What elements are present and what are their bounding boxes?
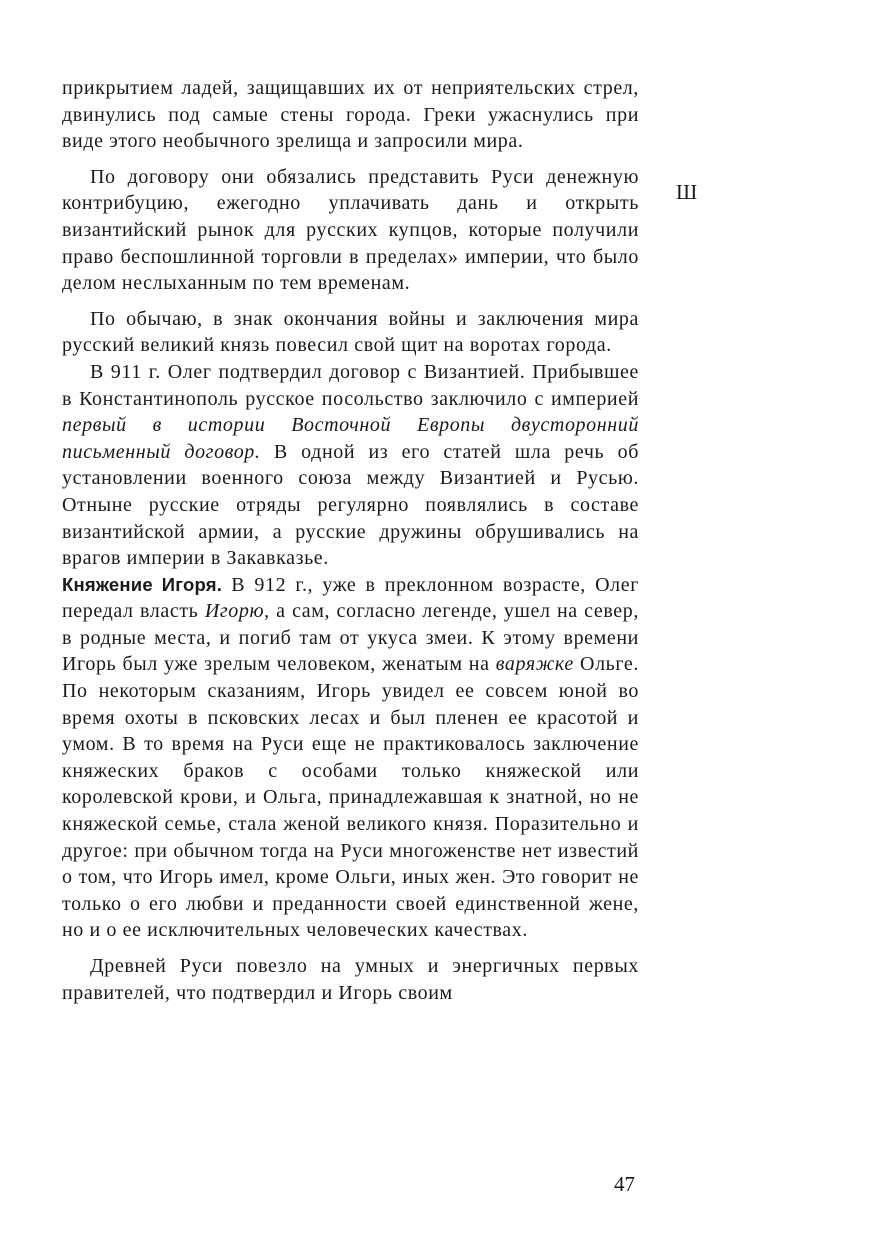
paragraph-4: [62, 359, 639, 572]
paragraph-5: [62, 572, 639, 944]
paragraph-1: прикрытием ладей, защищавших их от неприятельских стрел, двинулись под самые стены города. Греки ужаснулись при виде этого необычного зрелища и запросили мира.: [62, 77, 639, 153]
paragraph-3: По обычаю, в знак окончания войны и заключения мира русский великий князь повесил свой щит на воротах города.: [62, 307, 639, 357]
paragraph-6: Древней Руси повезло на умных и энергичных первых правителей, что подтвердил и Игорь своим: [62, 955, 639, 1004]
paragraph-2: По договору они обязались представить Руси денежную контрибуцию, ежегодно уплачивать дань и открыть византийский рынок для русских купцов, которые получили право беспошлинной торговли в пределах» империи, что было делом неслыханным по тем временам.: [62, 165, 639, 295]
section-heading: Княжение Игоря.: [62, 573, 223, 595]
paragraph-5-emphasis-2: варяжке: [495, 653, 574, 676]
paragraph-4-emphasis: первый в истории Восточной Европы двусторонний письменный договор.: [62, 414, 639, 463]
page-number: 47: [614, 1172, 635, 1196]
paragraph-5-text-b: а сам, согласно легенде, ушел на север, в родные места, и погиб там от укуса змеи. К этому времени Игорь был уже зрелым человеком, женатым на: [62, 600, 639, 676]
paragraph-5-emphasis-1: Игорю,: [204, 600, 270, 623]
paragraph-4-text-b: В одной из его статей шла речь об установлении военного союза между Византией и Русью. Отныне русские отряды регулярно появлялись в составе византийской армии, а русские дружины обрушивались на врагов империи в Закавказье.: [62, 440, 639, 570]
text-column: [62, 75, 639, 1015]
paragraph-5-text-c: Ольге. По некоторым сказаниям, Игорь увидел ее совсем юной во время охоты в псковских лесах и был пленен ее красотой и умом. В то время на Руси еще не практиковалось заключение княжеских браков с особами только княжеской или королевской крови, и Ольга, принадлежавшая к знатной, но не княжеской семье, стала женой великого князя. Поразительно и другое: при обычном тогда на Руси многоженстве нет известий о том, что Игорь имел, кроме Ольги, иных жен. Это говорит не только о его любви и преданности своей единственной жене, но и о ее исключительных человеческих качествах.: [62, 653, 639, 942]
margin-mark: Ш: [676, 180, 698, 204]
paragraph-5-text-a: В 912 г., уже в преклонном возрасте, Олег передал власть: [62, 573, 640, 623]
paragraph-4-text-a: В 911 г. Олег подтвердил договор с Византией. Прибывшее в Константинополь русское посольство заключило с империей: [62, 360, 639, 410]
